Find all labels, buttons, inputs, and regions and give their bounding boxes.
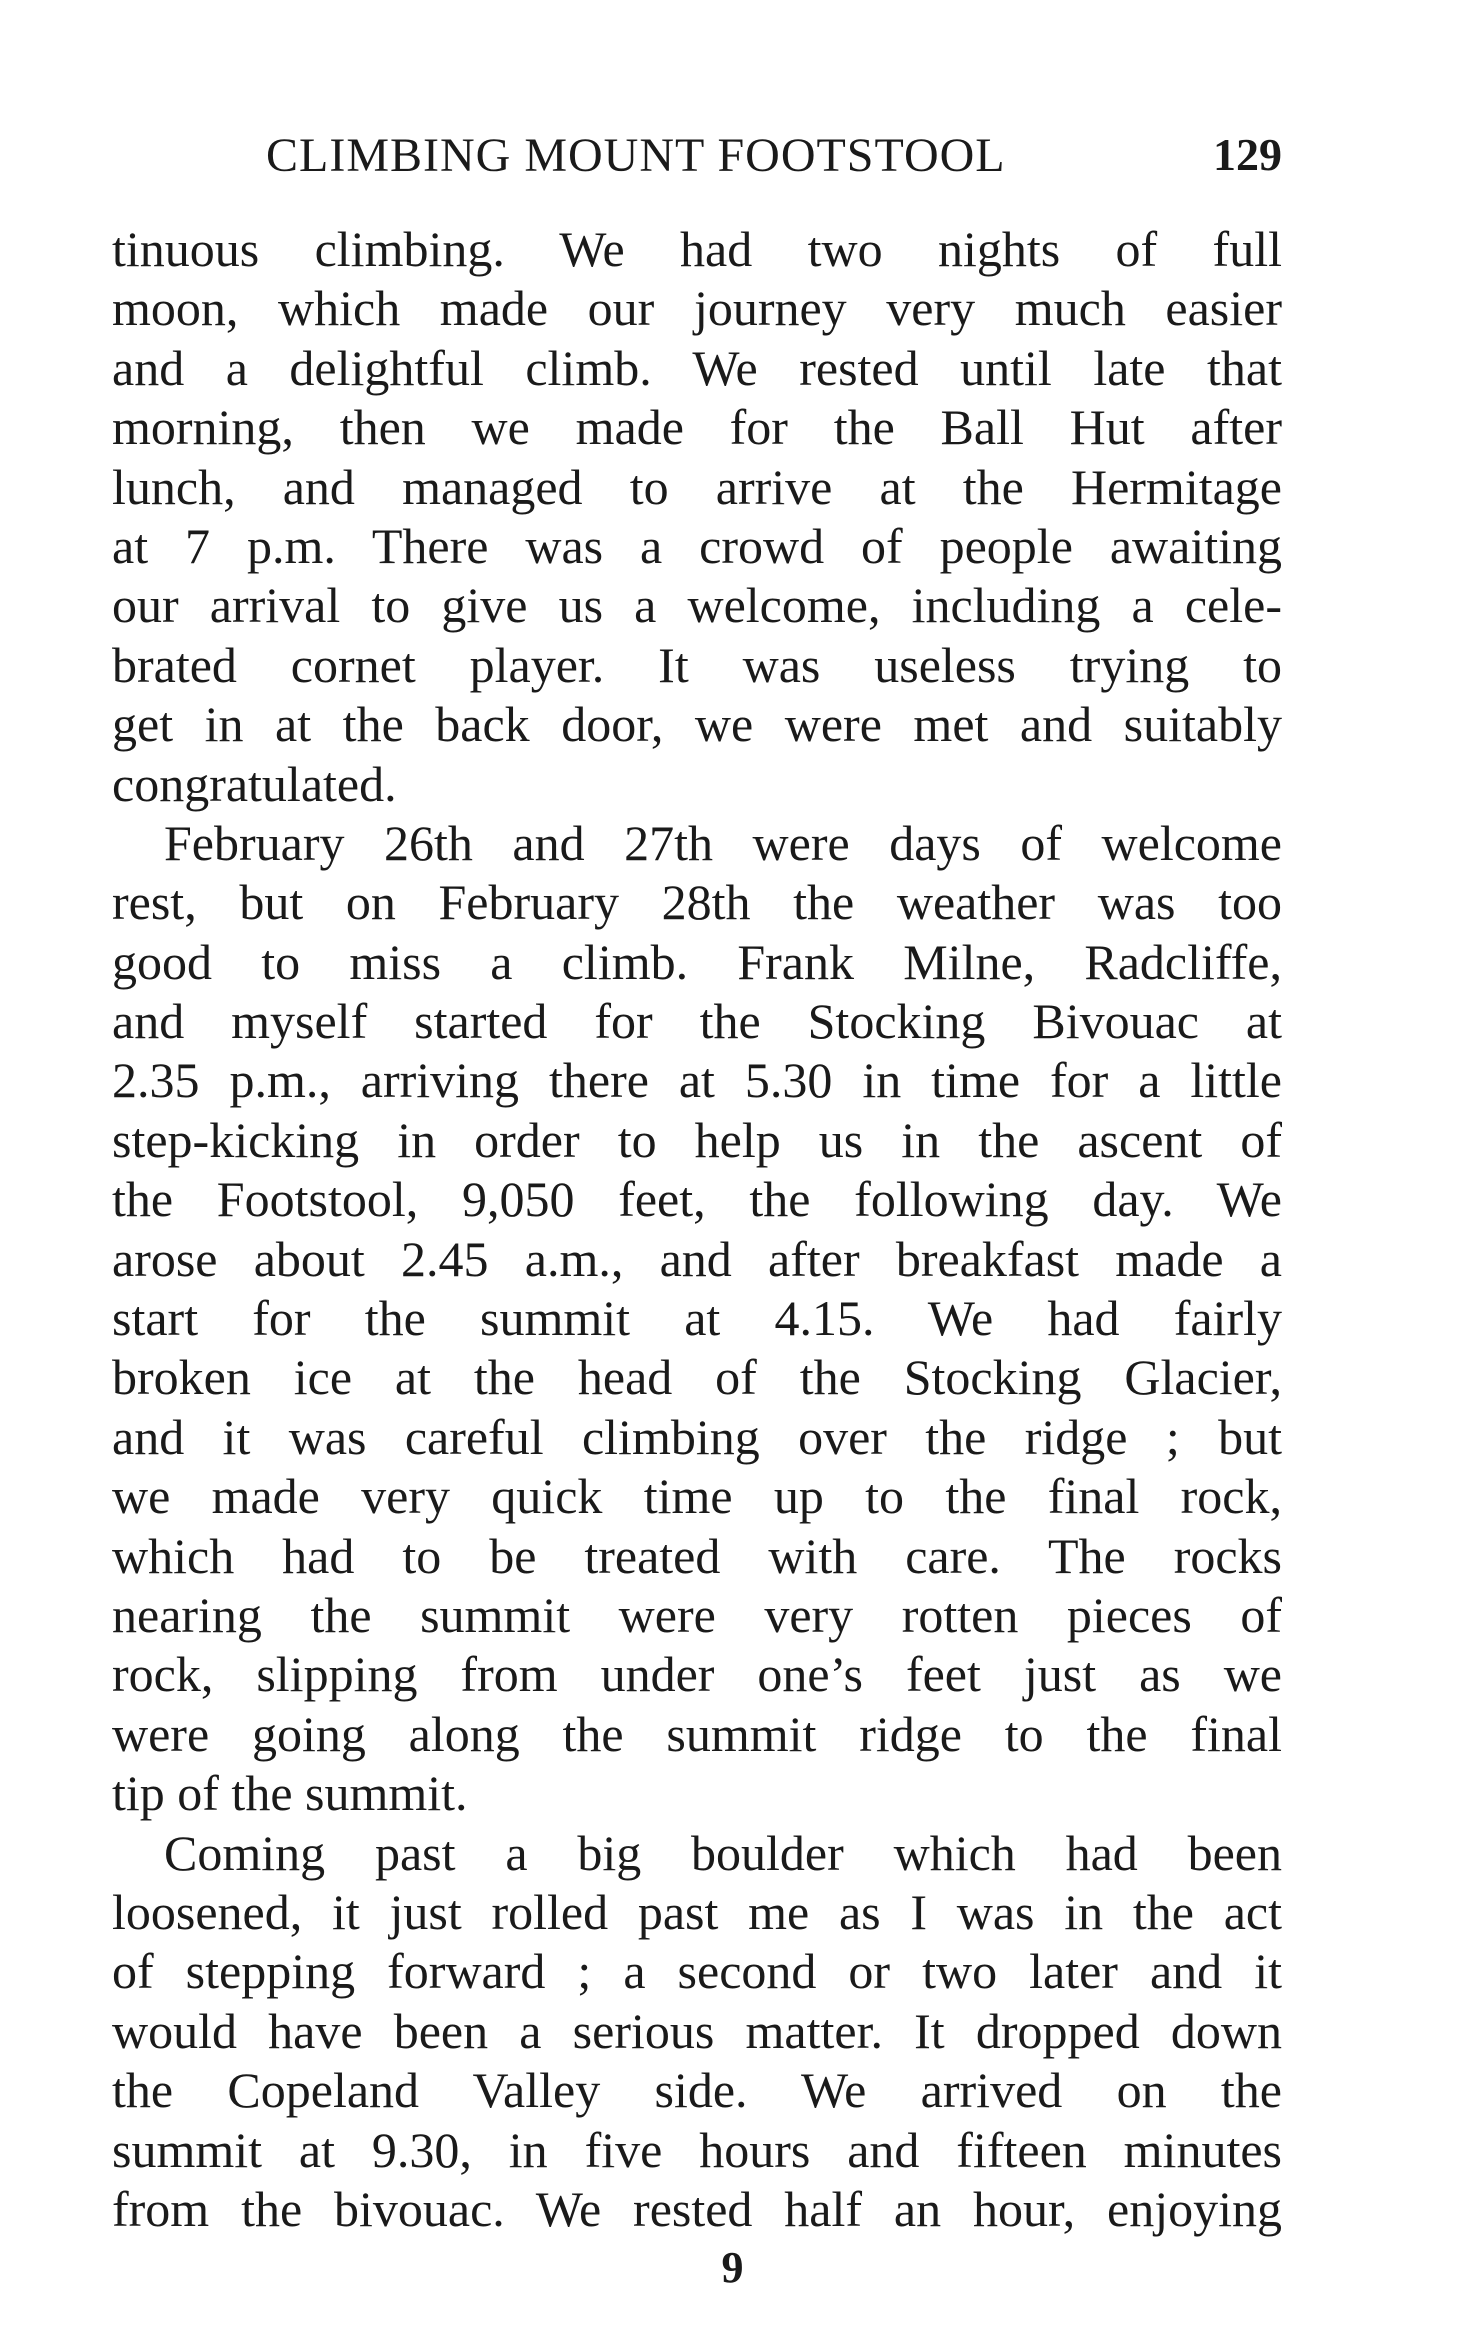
text-line: lunch, and managed to arrive at the Hermitage [112,458,1282,515]
text-line: we made very quick time up to the final rock, [112,1468,1282,1525]
text-line: congratulated. [112,755,397,812]
text-line: tinuous climbing. We had two nights of full [112,221,1282,277]
text-line: good to miss a climb. Frank Milne, Radcliffe, [112,933,1282,990]
text-line: at 7 p.m. There was a crowd of people awaiting [112,517,1282,574]
signature-mark: 9 [721,2243,744,2292]
text-line: and myself started for the Stocking Bivouac at [112,993,1282,1050]
running-title: CLIMBING MOUNT FOOTSTOOL [266,129,1006,182]
text-line: loosened, it just rolled past me as I was in the act [112,1883,1282,1940]
text-line: brated cornet player. It was useless trying to [112,636,1282,693]
text-line: nearing the summit were very rotten pieces of [112,1586,1282,1643]
text-line: 2.35 p.m., arriving there at 5.30 in time for a little [112,1052,1282,1109]
text-line: would have been a serious matter. It dropped down [112,2002,1282,2059]
page-number: 129 [1213,129,1282,180]
text-line: from the bivouac. We rested half an hour, enjoying [112,2180,1282,2237]
text-line: the Copeland Valley side. We arrived on the [112,2062,1282,2119]
running-head [112,128,1282,188]
text-line: get in at the back door, we were met and suitably [112,696,1282,753]
text-line: morning, then we made for the Ball Hut after [112,399,1282,456]
text-line: moon, which made our journey very much easier [112,280,1282,337]
body-text [112,220,1282,2239]
text-line: Coming past a big boulder which had been [164,1824,1282,1881]
text-line: were going along the summit ridge to the final [112,1705,1282,1762]
text-line: and it was careful climbing over the ridge ; but [112,1408,1282,1465]
text-line: broken ice at the head of the Stocking Glacier, [112,1349,1282,1406]
text-line: arose about 2.45 a.m., and after breakfast made a [112,1230,1282,1287]
text-line: February 26th and 27th were days of welcome [164,814,1282,871]
text-line: start for the summit at 4.15. We had fairly [112,1290,1282,1347]
text-line: summit at 9.30, in five hours and fifteen minutes [112,2121,1282,2178]
text-line: and a delightful climb. We rested until late that [112,339,1282,396]
text-line: rest, but on February 28th the weather was too [112,874,1282,931]
text-line: tip of the summit. [112,1765,468,1822]
text-line: the Footstool, 9,050 feet, the following day. We [112,1171,1282,1228]
text-line: our arrival to give us a welcome, including a cele- [112,577,1282,634]
text-line: rock, slipping from under one’s feet just as we [112,1646,1282,1703]
text-line: step-kicking in order to help us in the ascent of [112,1111,1282,1168]
text-line: of stepping forward ; a second or two later and it [112,1943,1282,2000]
text-line: which had to be treated with care. The rocks [112,1527,1282,1584]
